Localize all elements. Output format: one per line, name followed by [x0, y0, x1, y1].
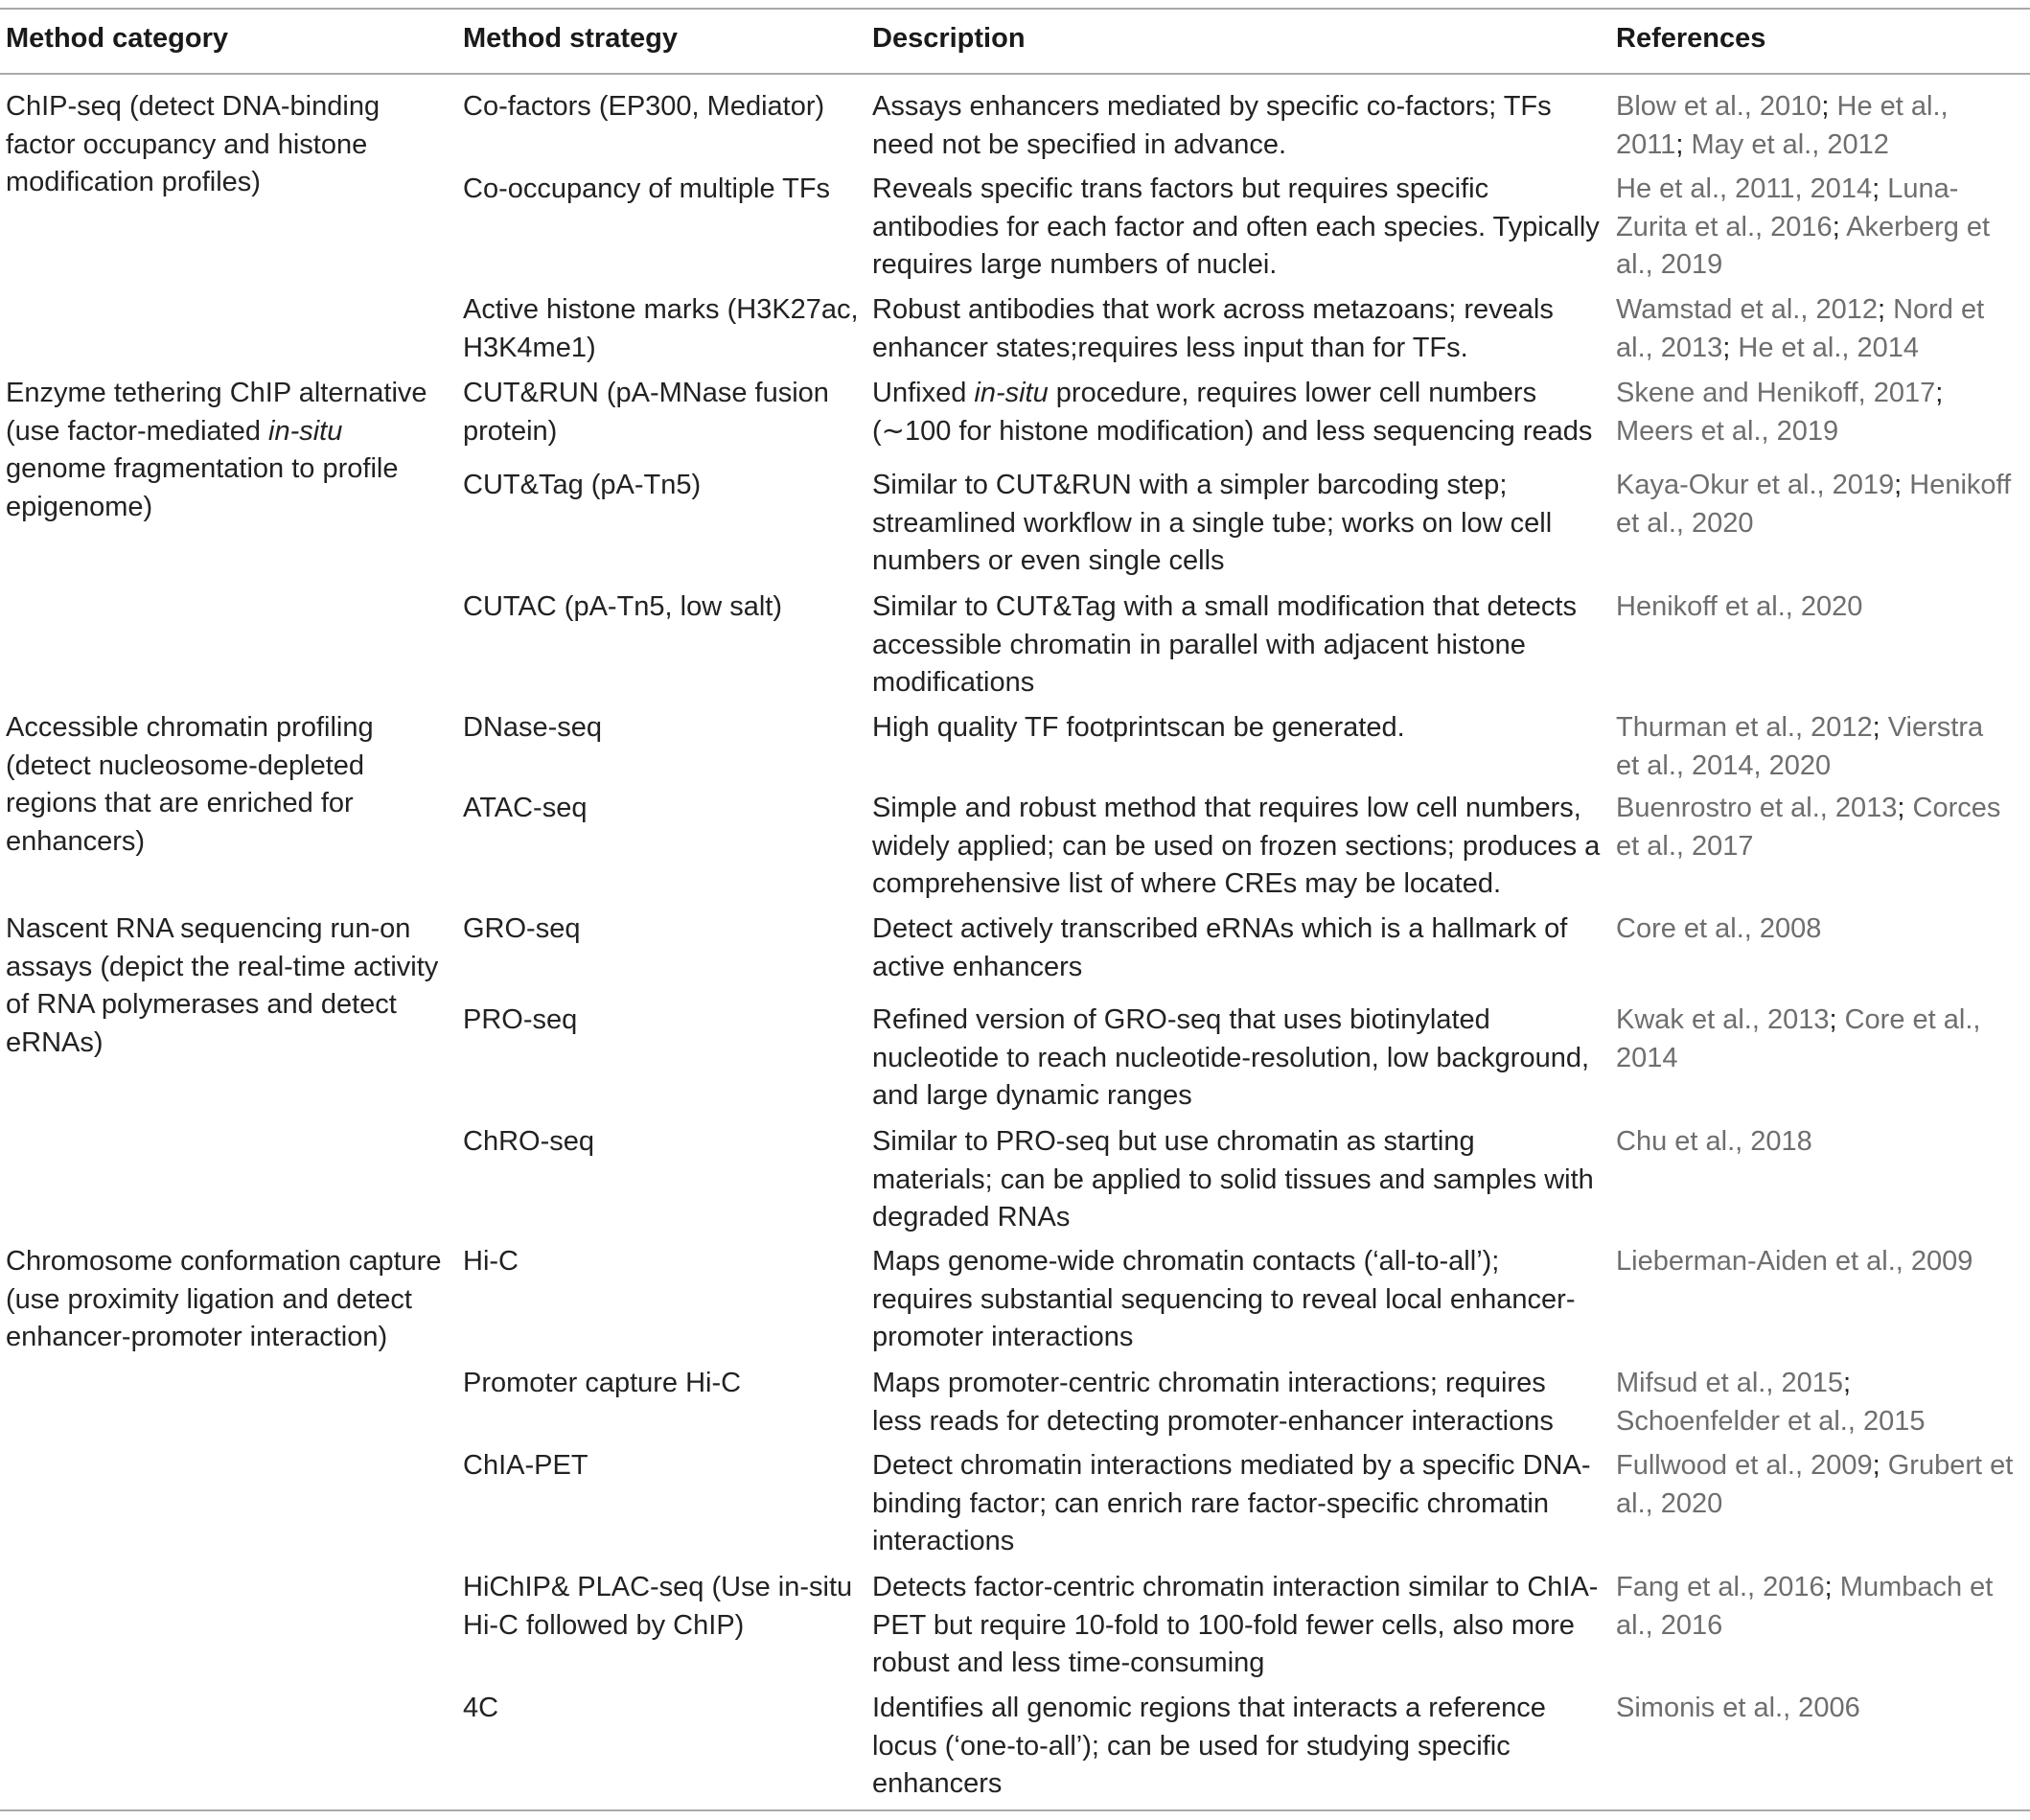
description-text: Reveals specific trans factors but requires specific antibodies for each factor and often each species. Typically requires large numbers of nuclei.	[872, 173, 1600, 280]
description-cell	[872, 291, 1601, 367]
references-cell: He et al., 2011, 2014; Luna-Zurita et al., 2016; Akerberg et al., 2019	[1616, 173, 1991, 280]
description-text: Similar to CUT&Tag with a small modification that detects accessible chromatin in parallel with adjacent histone modifications	[872, 591, 1577, 698]
description-cell	[872, 1002, 1601, 1116]
strategy-cell: CUT&Tag (pA-Tn5)	[463, 470, 702, 500]
category-text: ChIP-seq (detect DNA-binding factor occupancy and histone modification profiles)	[6, 91, 381, 197]
description-cell	[872, 1569, 1601, 1683]
description-text: Assays enhancers mediated by specific co-factors; TFs need not be specified in advance.	[872, 91, 1552, 160]
description-text: Refined version of GRO-seq that uses biotinylated nucleotide to reach nucleotide-resolution, low background, and large dynamic ranges	[872, 1004, 1590, 1111]
description-cell	[872, 1123, 1601, 1237]
description-cell	[872, 1365, 1601, 1440]
strategy-cell: HiChIP& PLAC-seq (Use in-situ Hi-C followed by ChIP)	[463, 1572, 853, 1641]
strategy-cell: PRO-seq	[463, 1004, 578, 1035]
references-cell: Thurman et al., 2012; Vierstra et al., 2014, 2020	[1616, 712, 1984, 781]
reference: He et al., 2011	[1616, 91, 1949, 160]
reference: Skene and Henikoff, 2017	[1616, 378, 1936, 408]
strategy-cell: ChRO-seq	[463, 1126, 594, 1157]
strategy-cell: Active histone marks (H3K27ac, H3K4me1)	[463, 294, 859, 363]
category-cell	[6, 1243, 447, 1357]
reference: Core et al., 2014	[1616, 1004, 1981, 1073]
description-text: High quality TF footprintscan be generated.	[872, 712, 1405, 743]
strategy-cell: Co-occupancy of multiple TFs	[463, 173, 831, 204]
reference: Lieberman-Aiden et al., 2009	[1616, 1246, 1973, 1277]
description-cell	[872, 88, 1601, 164]
strategy-cell: Promoter capture Hi-C	[463, 1368, 742, 1398]
reference: Fang et al., 2016	[1616, 1572, 1825, 1602]
strategy-cell: Co-factors (EP300, Mediator)	[463, 91, 825, 122]
category-cell	[6, 910, 447, 1062]
references-cell: Skene and Henikoff, 2017; Meers et al., 2019	[1616, 378, 1944, 447]
reference: Henikoff et al., 2020	[1616, 591, 1863, 622]
strategy-cell: CUT&RUN (pA-MNase fusion protein)	[463, 378, 829, 447]
references-cell	[1616, 1690, 2014, 1728]
description-cell	[872, 1447, 1601, 1561]
table-top-rule	[0, 8, 2030, 10]
category-cell	[6, 375, 447, 526]
category-text: Chromosome conformation capture (use proximity ligation and detect enhancer-promoter interaction)	[6, 1246, 442, 1352]
reference: Vierstra et al., 2014, 2020	[1616, 712, 1984, 781]
reference: He et al., 2011, 2014	[1616, 173, 1873, 204]
description-cell	[872, 910, 1601, 986]
reference: Chu et al., 2018	[1616, 1126, 1812, 1157]
category-text: Accessible chromatin profiling (detect nucleosome-depleted regions that are enriched for enhancers)	[6, 712, 374, 857]
references-cell: Blow et al., 2010; He et al., 2011; May et al., 2012	[1616, 91, 1949, 160]
category-cell	[6, 709, 447, 861]
description-cell	[872, 588, 1601, 703]
strategy-cell: ATAC-seq	[463, 793, 588, 823]
reference: Luna-Zurita et al., 2016	[1616, 173, 1959, 242]
references-cell: Kaya-Okur et al., 2019; Henikoff et al., 2020	[1616, 470, 2012, 539]
description-cell	[872, 375, 1601, 450]
description-text: Similar to PRO-seq but use chromatin as starting materials; can be applied to solid tissues and samples with degraded RNAs	[872, 1126, 1594, 1233]
reference: Simonis et al., 2006	[1616, 1693, 1860, 1723]
description-cell	[872, 1243, 1601, 1357]
reference: Wamstad et al., 2012	[1616, 294, 1878, 325]
strategy-cell: GRO-seq	[463, 913, 581, 944]
description-text: Detect chromatin interactions mediated by a specific DNA-binding factor; can enrich rare factor-specific chromatin interactions	[872, 1450, 1591, 1556]
strategy-cell: ChIA-PET	[463, 1450, 588, 1481]
description-text: Identifies all genomic regions that interacts a reference locus (‘one-to-all’); can be used for studying specific enhancers	[872, 1693, 1546, 1799]
reference: Kaya-Okur et al., 2019	[1616, 470, 1895, 500]
reference: Schoenfelder et al., 2015	[1616, 1405, 1926, 1437]
description-text: Robust antibodies that work across metazoans; reveals enhancer states;requires less input than for TFs.	[872, 294, 1554, 363]
reference: Buenrostro et al., 2013	[1616, 793, 1898, 823]
reference: Core et al., 2008	[1616, 913, 1822, 944]
table-header-rule	[0, 73, 2030, 75]
reference: May et al., 2012	[1691, 128, 1889, 160]
references-cell: Mifsud et al., 2015; Schoenfelder et al., 2015	[1616, 1368, 1926, 1437]
header-method-category: Method category	[6, 23, 229, 54]
description-cell	[872, 467, 1601, 581]
reference: Meers et al., 2019	[1616, 415, 1839, 447]
category-italic-text: in-situ	[268, 415, 343, 447]
reference: Mumbach et al., 2016	[1616, 1572, 1994, 1641]
references-cell	[1616, 1123, 2014, 1162]
references-cell: Wamstad et al., 2012; Nord et al., 2013; He et al., 2014	[1616, 294, 1985, 363]
table-bottom-rule	[0, 1809, 2030, 1811]
reference: Grubert et al., 2020	[1616, 1450, 2014, 1519]
reference: Thurman et al., 2012	[1616, 712, 1873, 743]
description-text: Detects factor-centric chromatin interaction similar to ChIA-PET but require 10-fold to 100-fold fewer cells, also more robust and less time-consuming	[872, 1572, 1599, 1678]
strategy-cell: 4C	[463, 1693, 499, 1723]
strategy-cell: CUTAC (pA-Tn5, low salt)	[463, 591, 783, 622]
description-text: Similar to CUT&RUN with a simpler barcoding step; streamlined workflow in a single tube; works on low cell numbers or even single cells	[872, 470, 1553, 576]
category-cell	[6, 88, 447, 202]
description-text: Detect actively transcribed eRNAs which is a hallmark of active enhancers	[872, 913, 1568, 982]
category-text: Enzyme tethering ChIP alternative (use factor-mediated	[6, 378, 427, 447]
category-text: Nascent RNA sequencing run-on assays (depict the real-time activity of RNA polymerases and detect eRNAs)	[6, 913, 439, 1058]
reference: Blow et al., 2010	[1616, 91, 1822, 122]
references-cell	[1616, 588, 2014, 627]
reference: He et al., 2014	[1738, 332, 1920, 363]
reference: Henikoff et al., 2020	[1616, 470, 2012, 539]
description-cell	[872, 1690, 1601, 1804]
header-description: Description	[872, 23, 1026, 54]
description-italic-text: in-situ	[974, 378, 1049, 408]
reference: Nord et al., 2013	[1616, 294, 1985, 363]
header-references: References	[1616, 23, 1766, 54]
references-cell: Fang et al., 2016; Mumbach et al., 2016	[1616, 1572, 1994, 1641]
references-cell	[1616, 1243, 2014, 1281]
references-cell: Fullwood et al., 2009; Grubert et al., 2020	[1616, 1450, 2014, 1519]
references-cell	[1616, 910, 2014, 949]
reference: Mifsud et al., 2015	[1616, 1368, 1843, 1398]
strategy-cell: DNase-seq	[463, 712, 603, 743]
reference: Kwak et al., 2013	[1616, 1004, 1830, 1035]
description-cell	[872, 709, 1601, 748]
description-text: Unfixed	[872, 378, 975, 408]
reference: Corces et al., 2017	[1616, 793, 2001, 862]
description-text: procedure, requires lower cell numbers (∼100 for histone modification) and less sequencing reads	[872, 378, 1593, 447]
category-text: genome fragmentation to profile epigenome)	[6, 453, 399, 522]
header-method-strategy: Method strategy	[463, 23, 678, 54]
description-text: Maps promoter-centric chromatin interactions; requires less reads for detecting promoter-enhancer interactions	[872, 1368, 1554, 1437]
strategy-cell: Hi-C	[463, 1246, 519, 1277]
reference: Fullwood et al., 2009	[1616, 1450, 1873, 1481]
reference: Akerberg et al., 2019	[1616, 211, 1991, 280]
references-cell: Kwak et al., 2013; Core et al., 2014	[1616, 1004, 1981, 1073]
references-cell: Buenrostro et al., 2013; Corces et al., 2017	[1616, 793, 2001, 862]
description-cell	[872, 171, 1601, 285]
description-text: Simple and robust method that requires low cell numbers, widely applied; can be used on frozen sections; produces a comprehensive list of where CREs may be located.	[872, 793, 1601, 899]
description-cell	[872, 790, 1601, 904]
table-header	[0, 19, 2030, 65]
description-text: Maps genome-wide chromatin contacts (‘all-to-all’); requires substantial sequencing to reveal local enhancer-promoter interactions	[872, 1246, 1576, 1352]
